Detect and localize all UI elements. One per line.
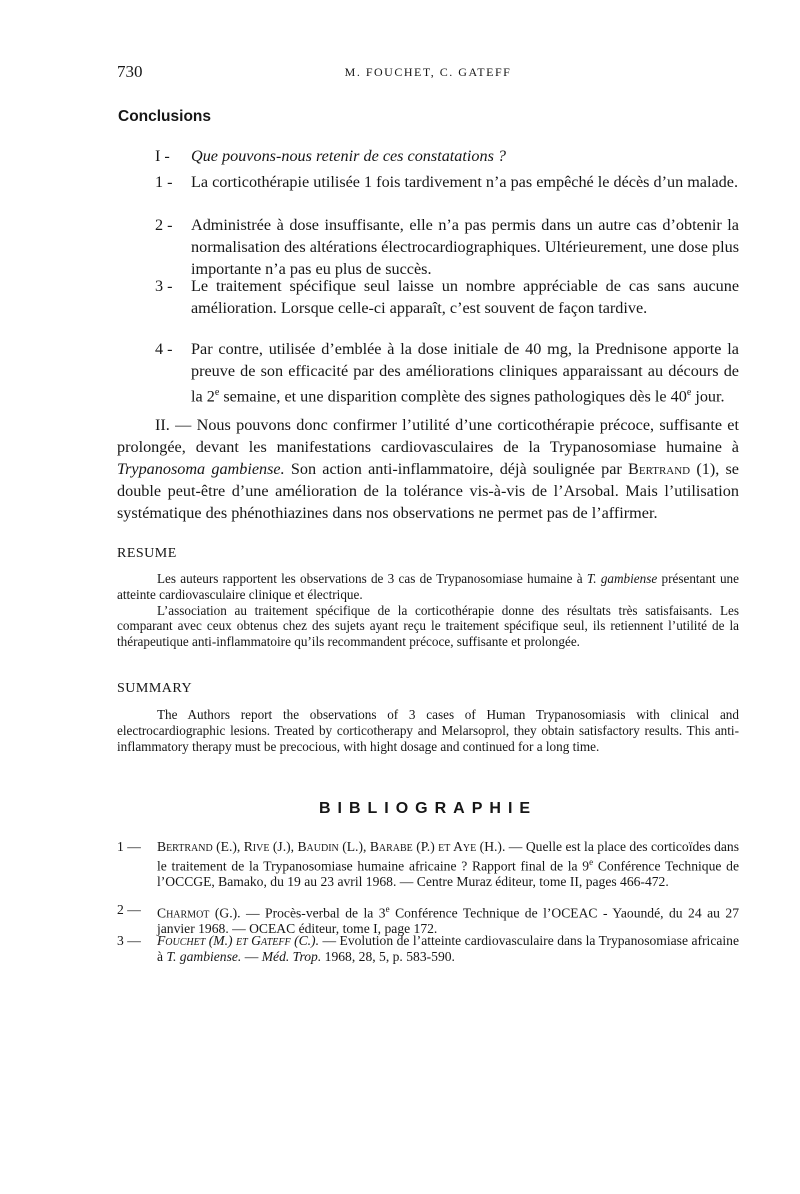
summary-paragraph: The Authors report the observations of 3 cases of Human Trypanosomiasis with clinical and electrocardiographic lesions. Treated by corticotherapy and Melarsoprol, they obtain satisfactory results. This anti-inflammatory therapy must be precocious, with hight dosage and continued for a long time.: [117, 707, 739, 754]
ref-text: Bertrand (E.), Rive (J.), Baudin (L.), Barabe (P.) et Aye (H.). — Quelle est la place des corticoïdes dans le traitement de la Trypanosomiase humaine africaine ? Rapport final de la 9e Conférence Technique de l’OCCGE, Bamako, du 19 au 23 avril 1968. — Centre Muraz éditeur, tome II, pages 466-472.: [157, 839, 739, 890]
ref-text: Charmot (G.). — Procès-verbal de la 3e Conférence Technique de l’OCEAC - Yaoundé, du 24 au 27 janvier 1968. — OCEAC éditeur, tome I, page 172.: [157, 904, 739, 937]
item-number: 2 -: [155, 216, 173, 234]
item-text: Administrée à dose insuffisante, elle n’a pas permis dans un autre cas d’obtenir la normalisation des altérations électrocardiographiques. Ultérieurement, une dose plus importante n’a pas eu plus de succès.: [191, 216, 739, 278]
question-text: Que pouvons-nous retenir de ces constatations ?: [191, 147, 507, 165]
resume-paragraph: Les auteurs rapportent les observations de 3 cas de Trypanosomiase humaine à T. gambiense présentant une atteinte cardiovasculaire clinique et électrique.: [117, 571, 740, 602]
bibliography-title: BIBLIOGRAPHIE: [318, 800, 538, 817]
conclusion-item: [155, 214, 739, 280]
conclusion-item: [155, 275, 739, 319]
item-number: 1 -: [155, 173, 173, 191]
conclusion-item: [155, 171, 739, 193]
item-number: 4 -: [155, 340, 173, 358]
page-header: [117, 62, 739, 82]
item-text: Par contre, utilisée d’emblée à la dose initiale de 40 mg, la Prednisone apporte la preuve de son efficacité par des améliorations cliniques apparaissant au décours de la 2e semaine, et une disparition complète des signes pathologiques dès le 40e jour.: [191, 340, 739, 406]
ref-number: 3 —: [117, 933, 141, 948]
bibliography-ref: [117, 902, 739, 937]
bibliography-ref: [117, 839, 739, 890]
conclusion-item: [155, 338, 739, 407]
conclusion-paragraph-ii: II. — Nous pouvons donc confirmer l’utilité d’une corticothérapie précoce, suffisante et prolongée, devant les manifestations cardiovasculaires de la Trypanosomiase humaine à Trypanosoma gambiense. Son action anti-inflammatoire, déjà soulignée par Bertrand (1), se double peut-être d’une amélioration de la tolérance vis-à-vis de l’Arsobal. Mais l’utilisation systématique des phénothiazines dans nos observations ne permet pas de l’affirmer.: [117, 416, 739, 522]
section-title-conclusions: Conclusions: [118, 108, 212, 125]
author-citation: Bertrand: [628, 460, 691, 478]
item-text: La corticothérapie utilisée 1 fois tardivement n’a pas empêché le décès d’un malade.: [191, 173, 738, 191]
item-number: 3 -: [155, 277, 173, 295]
resume-label: RESUME: [117, 546, 177, 561]
page-number: 730: [117, 62, 143, 81]
ref-number: 1 —: [117, 839, 141, 854]
resume-paragraph: L’association au traitement spécifique de la corticothérapie donne des résultats très satisfaisants. Les comparant avec ceux obtenus chez des sujets ayant reçu le traitement spécifique seul, ils retiennent l’utilité de la thérapeutique anti-inflammatoire qu’ils recommandent précoce, suffisante et prolongée.: [117, 602, 739, 650]
running-head: M. FOUCHET, C. GATEFF: [344, 65, 512, 79]
resume-text: [117, 571, 739, 650]
summary-text: [117, 707, 739, 754]
species-name: Trypanosoma gambiense.: [117, 460, 285, 478]
bibliography-ref: [117, 933, 739, 965]
summary-label: SUMMARY: [117, 681, 193, 696]
ref-number: 2 —: [117, 902, 141, 917]
item-text: Le traitement spécifique seul laisse un nombre appréciable de cas sans aucune amélioration. Lorsque celle-ci apparaît, c’est souvent de façon tardive.: [191, 277, 739, 317]
conclusion-question: [155, 145, 739, 167]
ref-text: Fouchet (M.) et Gateff (C.). — Evolution de l’atteinte cardiovasculaire dans la Trypanosomiase africaine à T. gambiense. — Méd. Trop. 1968, 28, 5, p. 583-590.: [157, 933, 739, 964]
question-number: I -: [155, 147, 170, 165]
